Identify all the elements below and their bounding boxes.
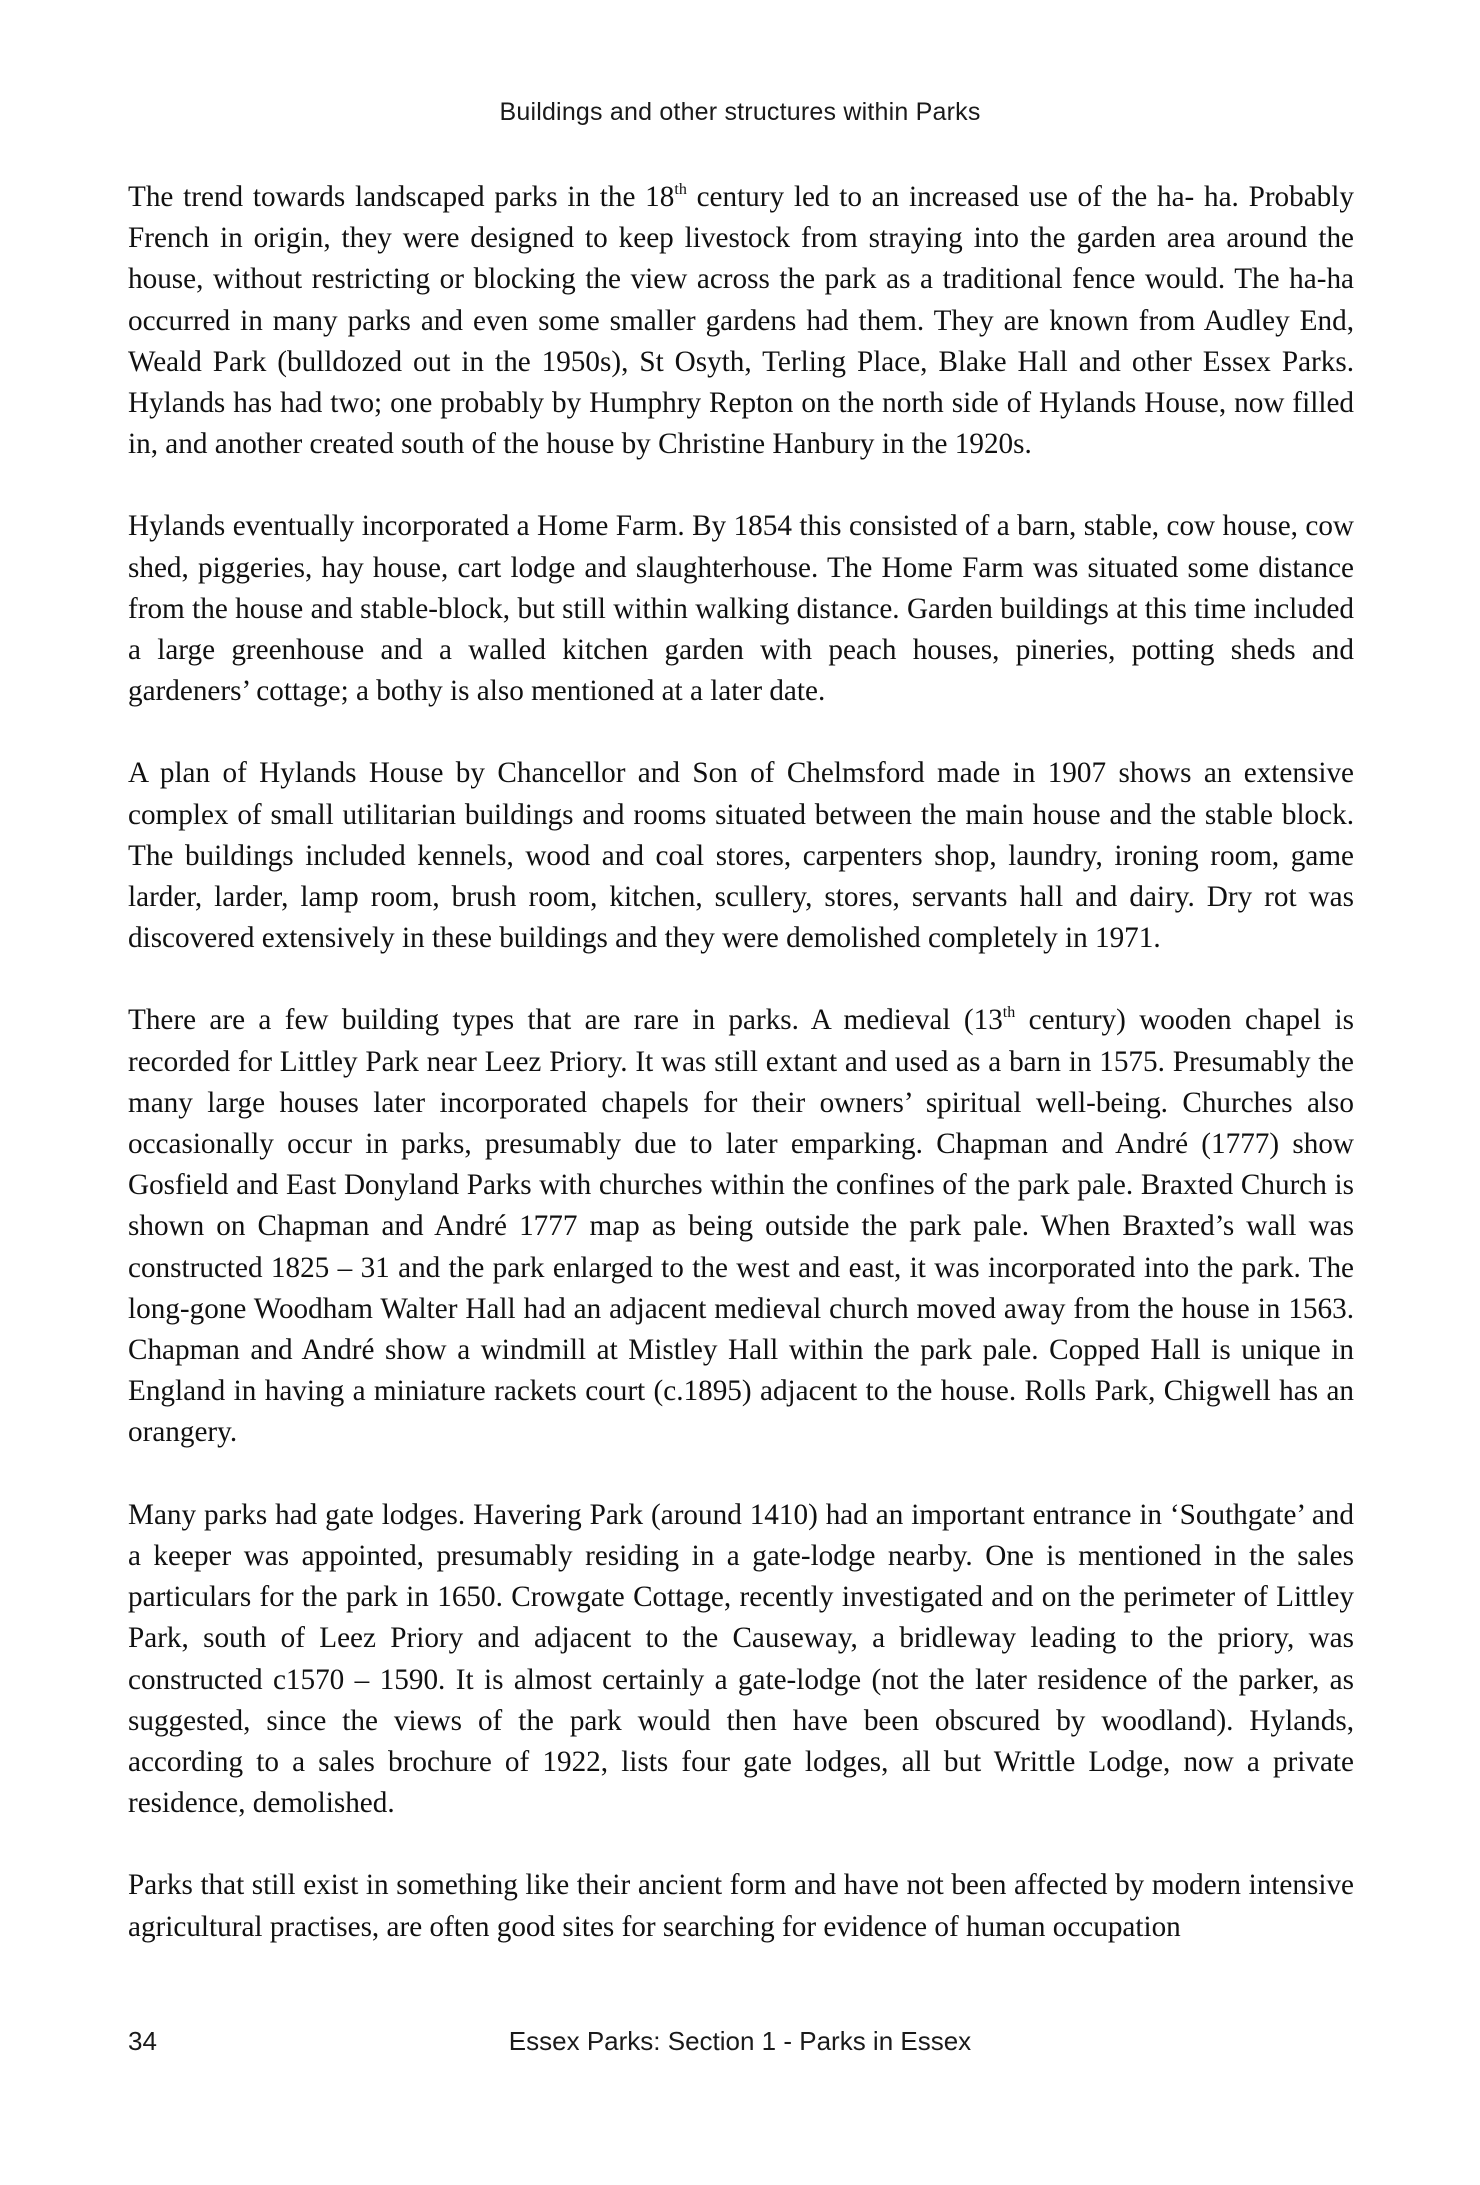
body-text — [128, 177, 1354, 1948]
running-footer: Essex Parks: Section 1 - Parks in Essex — [508, 2026, 972, 2056]
paragraph-home-farm: Hylands eventually incorporated a Home Farm. By 1854 this consisted of a barn, stable, cow house, cow shed, piggeries, hay house, cart lodge and slaughterhouse. The Home Farm was situated some distance from the house and stable-block, but still within walking distance. Garden buildings at this time included a large greenhouse and a walled kitchen garden with peach houses, pineries, potting sheds and gardeners’ cottage; a bothy is also mentioned at a later date. — [128, 510, 1354, 708]
paragraph-rare-buildings: There are a few building types that are rare in parks. A medieval (13th century) wooden chapel is recorded for Littley Park near Leez Priory. It was still extant and used as a barn in 1575. Presumably the many large houses later incorporated chapels for their owners’ spiritual well-being. Churches also occasionally occur in parks, presumably due to later emparking. Chapman and André (1777) show Gosfield and East Donyland Parks with churches within the confines of the park pale. Braxted Church is shown on Chapman and André 1777 map as being outside the park pale. When Braxted’s wall was constructed 1825 – 31 and the park enlarged to the west and east, it was incorporated into the park. The long-gone Woodham Walter Hall had an adjacent medieval church moved away from the house in 1563. Chapman and André show a windmill at Mistley Hall within the park pale. Copped Hall is unique in England in having a miniature rackets court (c.1895) adjacent to the house. Rolls Park, Chigwell has an orangery. — [128, 1004, 1355, 1449]
superscript: th — [674, 181, 687, 198]
paragraph-ancient-parks: Parks that still exist in something like their ancient form and have not been affected by modern intensive agricultural practises, are often good sites for searching for evidence of human occupation — [128, 1869, 1354, 1943]
page-number: 34 — [128, 2026, 157, 2056]
paragraph-ha-ha: The trend towards landscaped parks in the 18th century led to an increased use of the ha- ha. Probably French in origin, they were designed to keep livestock from straying into the garden area around the house, without restricting or blocking the view across the park as a traditional fence would. The ha-ha occurred in many parks and even some smaller gardens had them. They are known from Audley End, Weald Park (bulldozed out in the 1950s), St Osyth, Terling Place, Blake Hall and other Essex Parks. Hylands has had two; one probably by Humphry Repton on the north side of Hylands House, now filled in, and another created south of the house by Christine Hanbury in the 1920s. — [128, 181, 1354, 461]
paragraph-plan-1907: A plan of Hylands House by Chancellor and Son of Chelmsford made in 1907 shows an extensive complex of small utilitarian buildings and rooms situated between the main house and the stable block. The buildings included kennels, wood and coal stores, carpenters shop, laundry, ironing room, game larder, larder, lamp room, brush room, kitchen, scullery, stores, servants hall and dairy. Dry rot was discovered extensively in these buildings and they were demolished completely in 1971. — [128, 757, 1354, 955]
running-header: Buildings and other structures within Parks — [499, 98, 981, 126]
superscript: th — [1002, 1004, 1016, 1022]
paragraph-gate-lodges: Many parks had gate lodges. Havering Park (around 1410) had an important entrance in ‘Southgate’ and a keeper was appointed, presumably residing in a gate-lodge nearby. One is mentioned in the sales particulars for the park in 1650. Crowgate Cottage, recently investigated and on the perimeter of Littley Park, south of Leez Priory and adjacent to the Causeway, a bridleway leading to the priory, was constructed c1570 – 1590. It is almost certainly a gate-lodge (not the later residence of the parker, as suggested, since the views of the park would then have been obscured by woodland). Hylands, according to a sales brochure of 1922, lists four gate lodges, all but Writtle Lodge, now a private residence, demolished. — [128, 1498, 1354, 1820]
